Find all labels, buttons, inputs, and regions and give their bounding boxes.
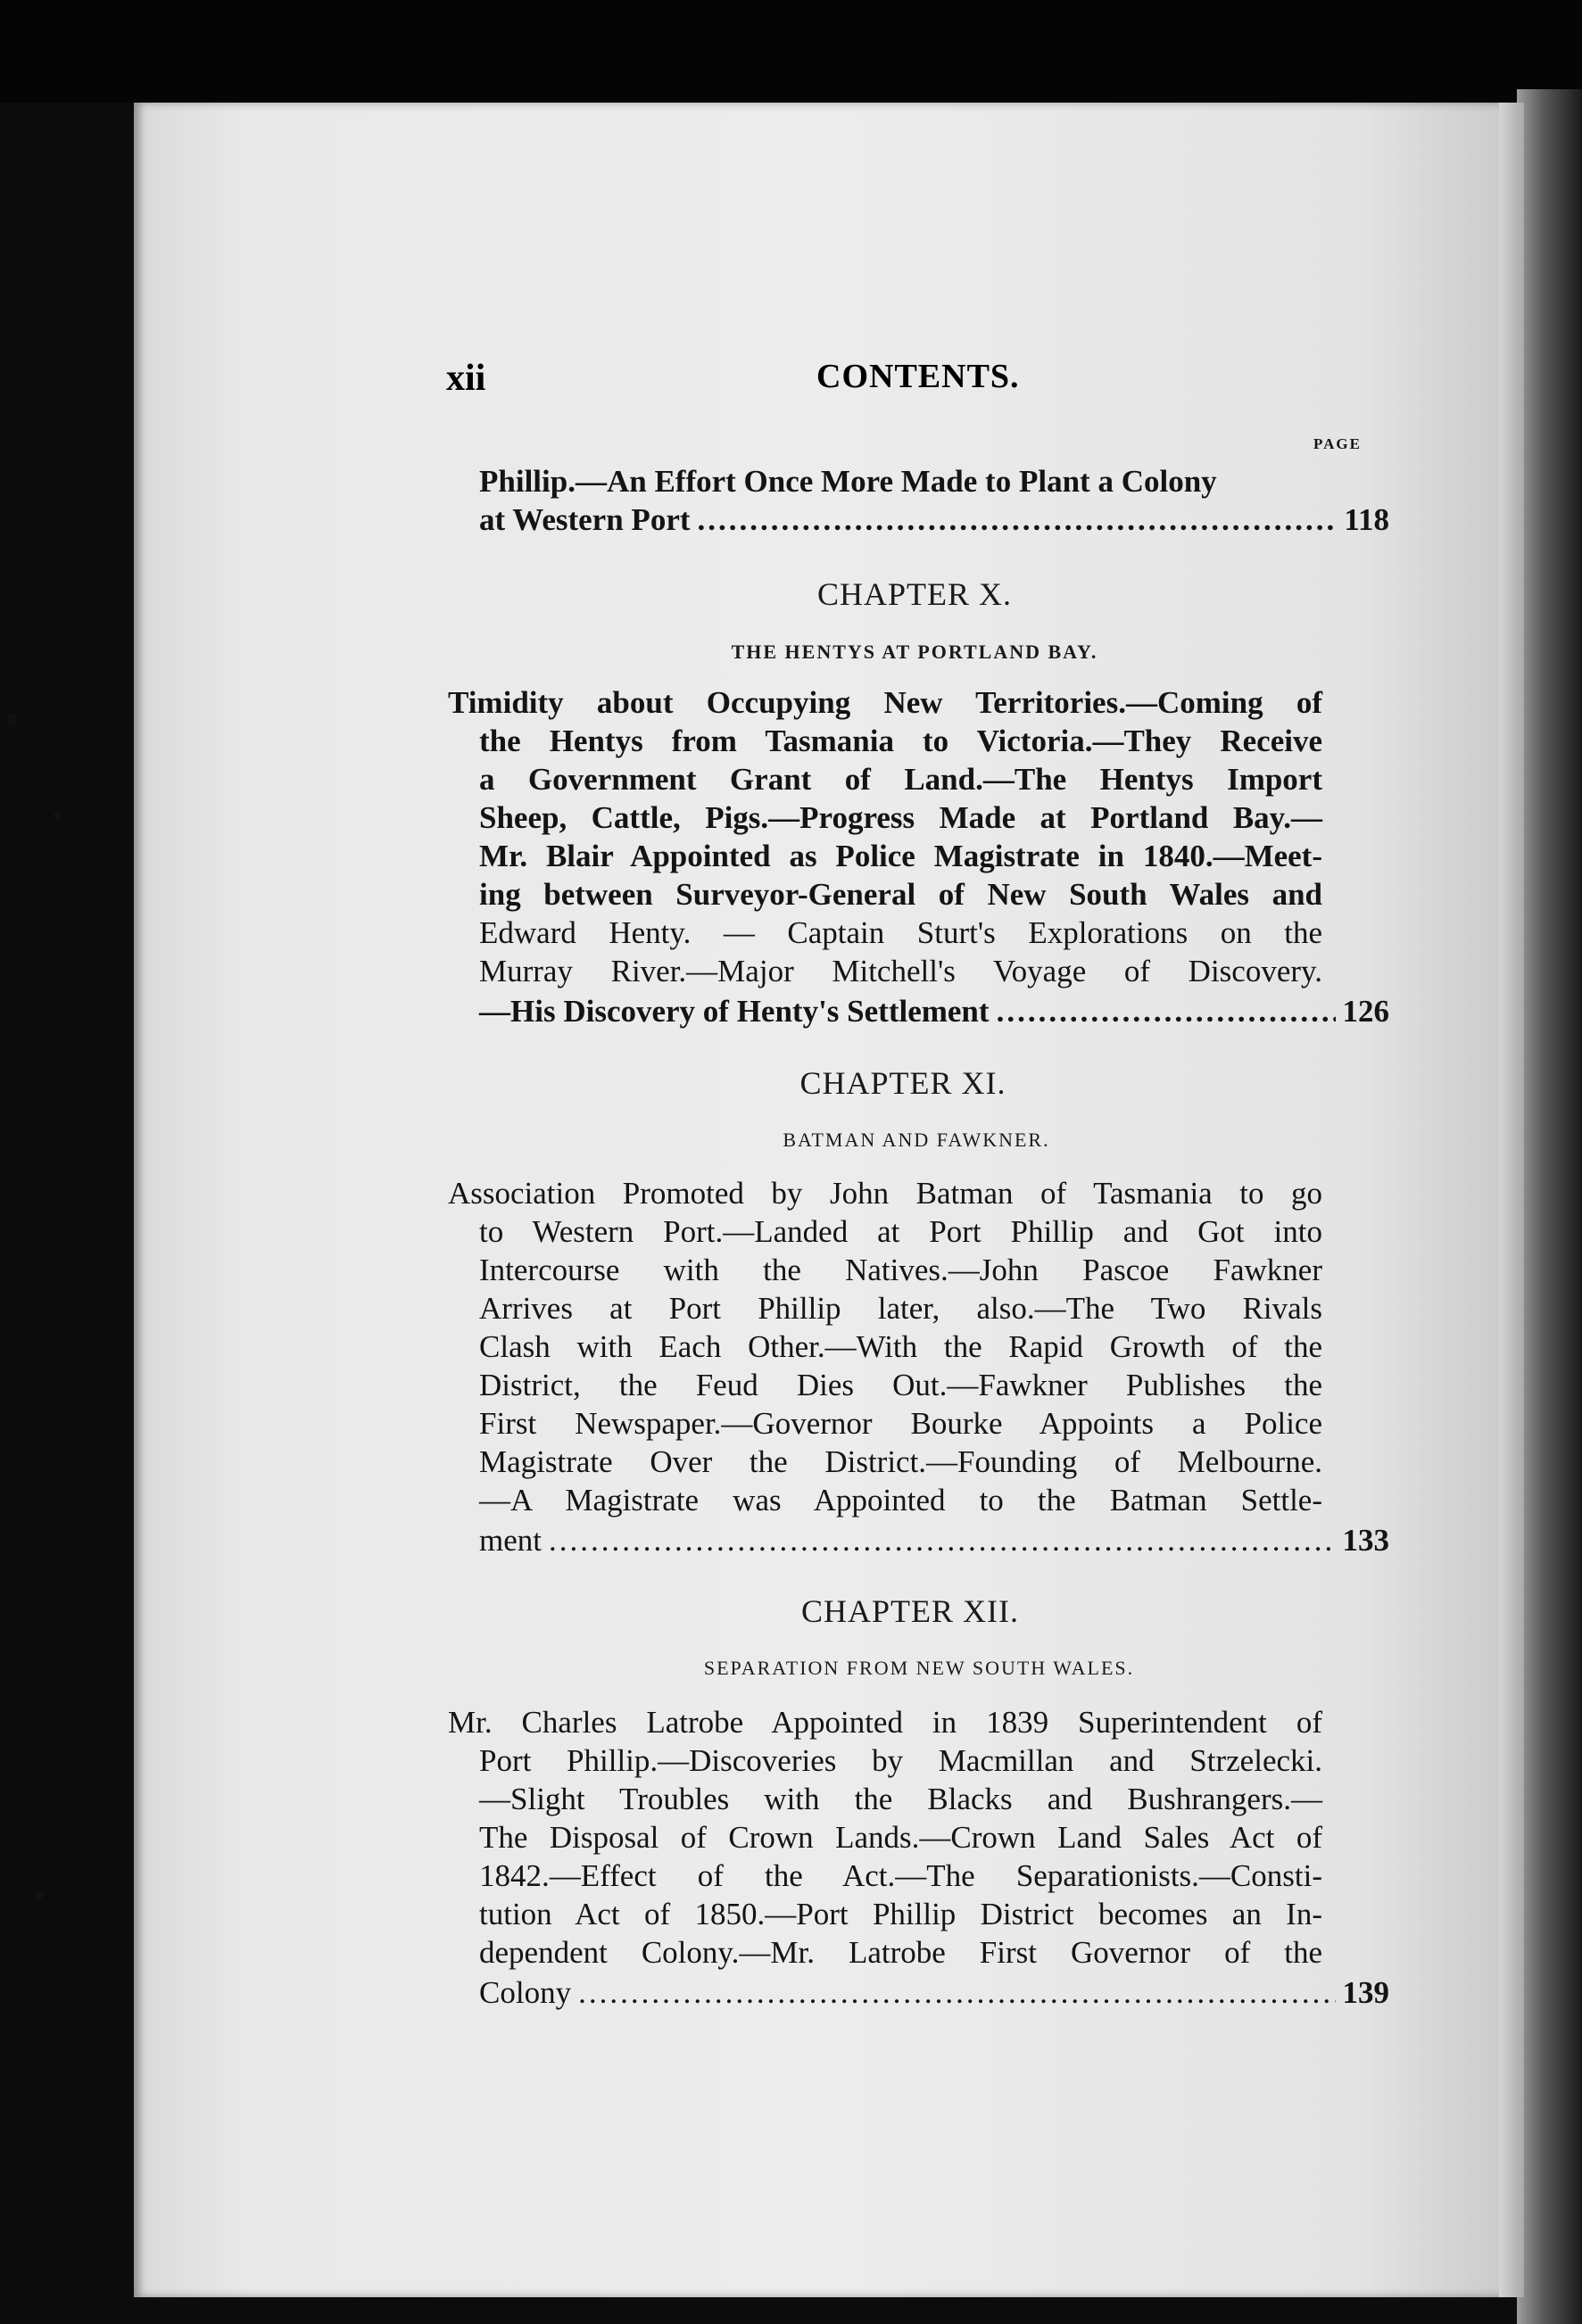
chapter-title: SEPARATION FROM NEW SOUTH WALES. (703, 1657, 1135, 1679)
toc-entry-line: Timidity about Occupying New Territories.—Coming of (448, 685, 1322, 720)
toc-entry-line: Mr. Blair Appointed as Police Magistrate in 1840.—Meet- (479, 839, 1322, 873)
scan-border-top (0, 0, 1582, 103)
dot-leader (549, 1523, 1336, 1559)
toc-entry-line: Edward Henty. — Captain Sturt's Explorations on the (479, 915, 1322, 950)
toc-entry-line: Intercourse with the Natives.—John Pascoe Fawkner (479, 1253, 1322, 1287)
chapter-title: BATMAN AND FAWKNER. (783, 1129, 1050, 1151)
dot-leader (997, 994, 1336, 1030)
toc-entry-text: ment (479, 1523, 542, 1558)
dot-leader (578, 1975, 1335, 2011)
chapter-heading: CHAPTER XI. (799, 1065, 1006, 1101)
toc-entry-line: Magistrate Over the District.—Founding of Melbourne. (479, 1444, 1322, 1479)
scan-speck (7, 714, 18, 726)
toc-page-number: 118 (1344, 502, 1389, 537)
toc-entry-line: dependent Colony.—Mr. Latrobe First Governor of the (479, 1935, 1322, 1970)
dot-leader (698, 502, 1338, 538)
toc-entry-line: Association Promoted by John Batman of Tasmania to go (448, 1176, 1322, 1211)
toc-entry-line: Mr. Charles Latrobe Appointed in 1839 Superintendent of (448, 1705, 1322, 1740)
toc-page-number: 133 (1342, 1523, 1389, 1558)
scan-speck (36, 1891, 43, 1900)
toc-entry-line: Port Phillip.—Discoveries by Macmillan and Strzelecki. (479, 1743, 1322, 1778)
toc-entry-last-line (479, 994, 1389, 1030)
toc-entry-line: the Hentys from Tasmania to Victoria.—They Receive (479, 724, 1322, 758)
toc-entry-line: —A Magistrate was Appointed to the Batman Settle- (479, 1483, 1322, 1518)
chapter-title: THE HENTYS AT PORTLAND BAY. (731, 641, 1098, 663)
toc-entry-line: Murray River.—Major Mitchell's Voyage of Discovery. (479, 954, 1322, 988)
page-edge-shadow (1499, 103, 1524, 2297)
toc-page-number: 126 (1342, 994, 1389, 1029)
toc-entry-line: Arrives at Port Phillip later, also.—The Two Rivals (479, 1291, 1322, 1326)
scan-speck (54, 812, 61, 819)
page-column-label: PAGE (1313, 435, 1362, 452)
toc-entry-last-line (479, 1975, 1389, 2011)
toc-entry-line: tution Act of 1850.—Port Phillip District becomes an In- (479, 1897, 1322, 1931)
chapter-heading: CHAPTER X. (816, 576, 1013, 612)
toc-entry-last-line (479, 1523, 1389, 1559)
scan-border-right (1517, 89, 1582, 2324)
toc-entry-line: ing between Surveyor-General of New South Wales and (479, 877, 1322, 912)
toc-entry-text: —His Discovery of Henty's Settlement (479, 994, 990, 1029)
toc-page-number: 139 (1342, 1975, 1389, 2010)
toc-entry-line: District, the Feud Dies Out.—Fawkner Publishes the (479, 1368, 1322, 1402)
toc-entry-line: Clash with Each Other.—With the Rapid Growth of the (479, 1329, 1322, 1364)
chapter-heading: CHAPTER XII. (801, 1593, 1019, 1629)
toc-entry-line: —Slight Troubles with the Blacks and Bushrangers.— (479, 1782, 1322, 1816)
toc-entry-line: First Newspaper.—Governor Bourke Appoints a Police (479, 1406, 1322, 1441)
running-title: CONTENTS. (816, 358, 1020, 395)
toc-entry-text: at Western Port (479, 502, 691, 537)
toc-entry-line: Phillip.—An Effort Once More Made to Plant a Colony (479, 464, 1217, 499)
toc-entry-text: Colony (479, 1975, 572, 2010)
toc-entry-line: Sheep, Cattle, Pigs.—Progress Made at Portland Bay.— (479, 800, 1322, 835)
page-number: xii (446, 358, 486, 399)
toc-entry-last-line (479, 502, 1389, 538)
toc-entry-line: 1842.—Effect of the Act.—The Separationists.—Consti- (479, 1858, 1322, 1893)
toc-entry-line: The Disposal of Crown Lands.—Crown Land Sales Act of (479, 1820, 1322, 1855)
page-header (446, 357, 1392, 410)
toc-entry-line: a Government Grant of Land.—The Hentys Import (479, 762, 1322, 797)
toc-entry-line: to Western Port.—Landed at Port Phillip and Got into (479, 1214, 1322, 1249)
